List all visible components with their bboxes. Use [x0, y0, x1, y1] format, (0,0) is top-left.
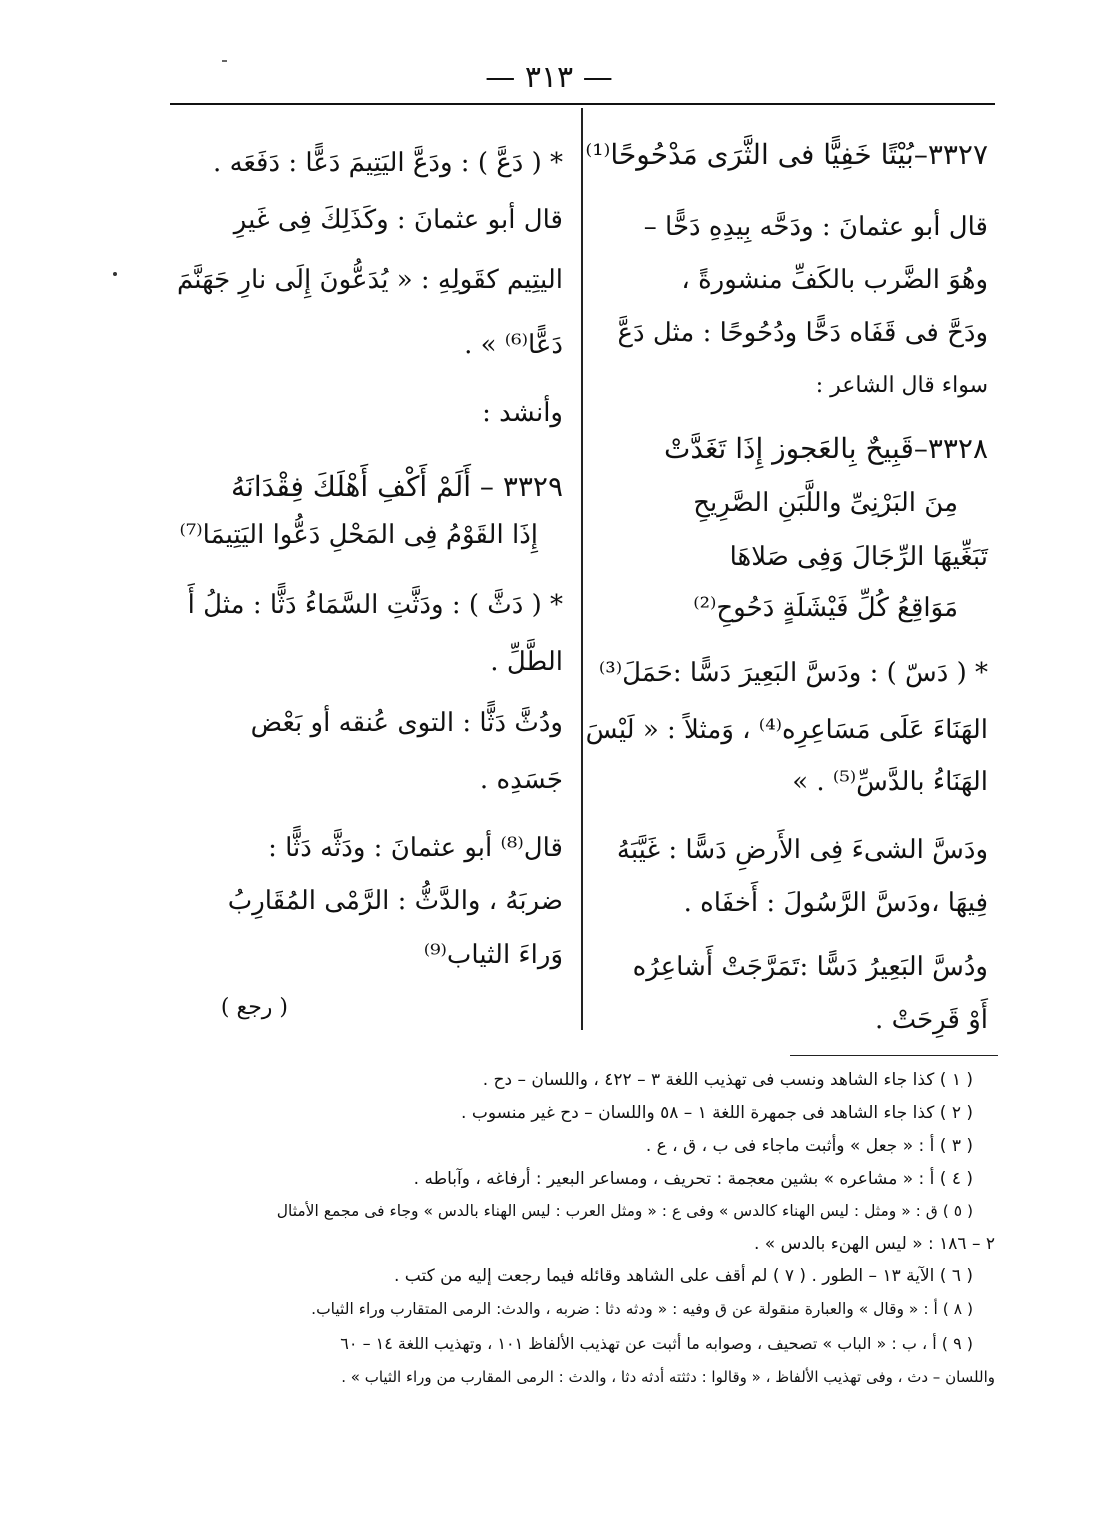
text-line: سواء قال الشاعر : [815, 373, 988, 398]
footnote-5: ( ٥ ) ق : « ومثل : ليس الهناء كالدس » وفى ع : « ومثل العرب : ليس الهناء بالدس » وجاء فى مجمع الأمثال [276, 1202, 973, 1220]
entry-da: * ( دَعَّ ) : ودَعَّ اليَتِيمَ دَعًّا : دَفَعَه . [213, 148, 563, 178]
text-line: جَسَدِه . [479, 765, 563, 795]
verse-line: تَبَغِّيهَا الرِّجَالَ وَفِى صَلاهَا [729, 542, 988, 572]
return-marker: ( رجع ) [220, 995, 288, 1020]
text-line: ودَسَّ الشىءَ فِى الأَرضِ دَسًّا : غَيَّبَهُ [616, 835, 988, 865]
footnote-6-7: ( ٦ ) الآية ١٣ – الطور . ( ٧ ) لم أقف على الشاهد وقائله فيما رجعت إليه من كتب . [394, 1266, 973, 1286]
header-rule [170, 103, 995, 105]
page-number: — ٣١٣ — [485, 60, 613, 95]
text-line: الطَّلِّ . [490, 647, 563, 677]
text-line: أَوْ قَرِحَتْ . [875, 1005, 988, 1035]
footnote-5-cont: ٢ – ١٨٦ : « ليس الهنء بالدس » . [753, 1234, 995, 1254]
footnote-8: ( ٨ ) أ : « وقال » والعبارة منقولة عن ق وفيه : « ودثه دثا : ضربه ، والدث: الرمى المتقارب وراء الثياب. [311, 1300, 973, 1318]
text-line: قال أبو عثمانَ : ودَحَّه بِيدِهِ دَحًّا – [643, 212, 988, 242]
verse-line: مِنَ البَرْنِىِّ واللَّبَنِ الصَّرِيحِ [693, 488, 958, 518]
text-line: دَعًّا⁽⁶⁾ » . [464, 330, 563, 360]
footnote-2: ( ٢ ) كذا جاء الشاهد فى جمهرة اللغة ١ – ٥٨ واللسان – دح غير منسوب . [461, 1103, 973, 1123]
text-line: وهُوَ الضَّرب بالكَفِّ منشورةً ، [681, 265, 988, 295]
verse-3328: ٣٣٢٨–قَبِيحٌ بِالعَجوز إِذَا تَغَدَّتْ [663, 432, 988, 465]
text-line: فِيهَا ،ودَسَّ الرَّسُولَ : أَخفَاه . [683, 888, 988, 918]
footnote-3: ( ٣ ) أ : « جعل » وأثبت ماجاء فى ب ، ق ، ع . [645, 1136, 973, 1156]
entry-dass: * ( دَسّ ) : ودَسَّ البَعِيرَ دَسًّا :حَمَلَ⁽³⁾ [598, 658, 988, 688]
text-line: اليتِيم كقَولِهِ : « يُدَعُّونَ إِلَى نارِ جَهَنَّمَ [177, 265, 563, 295]
text-line: ضربَهُ ، والدَّثُّ : الرَّمْى المُقَارِبُ [227, 886, 563, 916]
verse-3329: ٣٣٢٩ – أَلَمْ أَكْفِ أَهْلَكَ فِقْدَانَهُ [231, 470, 563, 503]
scan-dot [113, 272, 117, 276]
footnote-rule [790, 1055, 998, 1056]
footnote-4: ( ٤ ) أ : « مشاعره » بشين معجمة : تحريف ، ومساعر البعير : أرفاغه ، وآباطه . [413, 1169, 973, 1189]
verse-3327: ٣٣٢٧–بُيْتًا خَفِيًّا فى الثَّرَى مَدْحُوحًا⁽¹⁾ [585, 138, 988, 171]
text-line: الهَنَاءَ عَلَى مَسَاعِرِه⁽⁴⁾ ، وَمثلاً : « لَيْسَ [585, 715, 988, 745]
text-line: ودُثَّ دَثًّا : التوى عُنقه أو بَعْض [250, 708, 563, 738]
text-line: وأنشد : [482, 398, 563, 428]
entry-dath: * ( دَثَّ ) : ودَثَّتِ السَّمَاءُ دَثًّا : مثلُ أَ [187, 590, 563, 620]
text-line: ودَحَّ فى قَفَاه دَحًّا ودُحُوحًا : مثل دَعَّ [617, 318, 988, 348]
text-line: وَراءَ الثياب⁽⁹⁾ [423, 940, 563, 970]
verse-line: مَوَاقِعُ كُلِّ فَيْشَلَةٍ دَحُوحِ⁽²⁾ [693, 593, 958, 623]
footnote-1: ( ١ ) كذا جاء الشاهد ونسب فى تهذيب اللغة ٣ – ٤٢٢ ، واللسان – دح . [482, 1070, 973, 1090]
footnote-9-cont: واللسان – دث ، وفى تهذيب الألفاظ ، « وقالوا : دثثته أدثه دثا ، والدث : الرمى المقارب من وراء الثياب » . [341, 1368, 995, 1386]
text-line: قال أبو عثمانَ : وكَذَلِكَ فِى غَيرِ [233, 205, 563, 235]
text-line: الهَنَاءُ بالدَّسِّ⁽⁵⁾ . » [792, 767, 988, 797]
column-divider [581, 108, 583, 1030]
text-line: قال⁽⁸⁾ أبو عثمانَ : ودَثَّه دَثًّا : [268, 833, 563, 863]
footnote-9: ( ٩ ) أ ، ب : « الباب » تصحيف ، وصوابه ما أثبت عن تهذيب الألفاظ ١٠١ ، وتهذيب اللغة ١٤ – ٦٠ [340, 1334, 973, 1353]
text-line: ودُسَّ البَعِيرُ دَسًّا :تَمَرَّجَتْ أَشاعِرُه [632, 952, 988, 982]
verse-line: إِذَا القَوْمُ فِى المَحْلِ دَعُّوا اليَتِيمَا⁽⁷⁾ [179, 520, 538, 550]
